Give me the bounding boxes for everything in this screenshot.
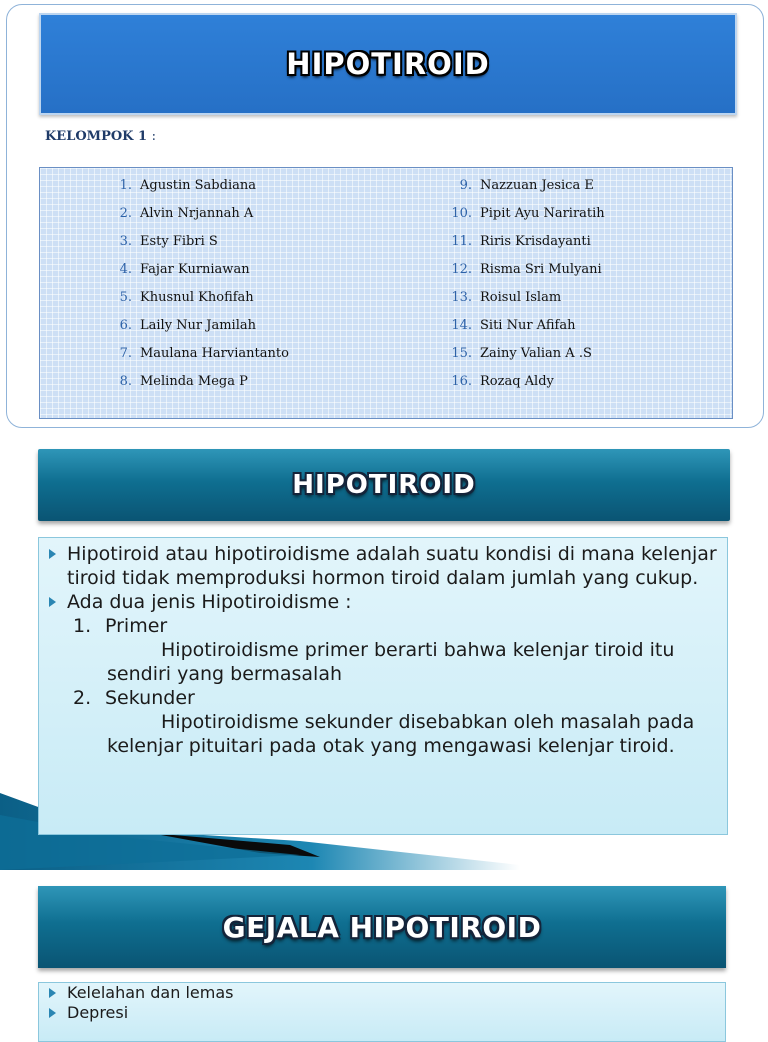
bullet-text: Ada dua jenis Hipotiroidisme :: [67, 591, 352, 613]
member-item: [98, 288, 289, 316]
slide-1-title-bar: [39, 13, 737, 115]
member-item: [98, 316, 289, 344]
member-number: 12.: [451, 262, 472, 277]
member-item: [98, 372, 289, 400]
member-item: [98, 344, 289, 372]
member-name: Zainy Valian A .S: [480, 346, 592, 361]
member-item: [98, 260, 289, 288]
bullet-text: Hipotiroid atau hipotiroidisme adalah suatu kondisi di mana kelenjar tiroid tidak memproduksi hormon tiroid dalam jumlah yang cukup.: [67, 543, 717, 589]
numbered-item-sekunder: [49, 686, 717, 710]
member-item: [438, 204, 605, 232]
bullet-item: [49, 542, 717, 590]
member-item: [98, 176, 289, 204]
members-box: [39, 167, 733, 419]
slide-1: [6, 4, 764, 428]
bullet-text: Kelelahan dan lemas: [67, 983, 234, 1002]
slide-3-title: GEJALA HIPOTIROID: [222, 910, 542, 944]
slide-2-content: [38, 537, 728, 835]
member-name: Melinda Mega P: [140, 374, 248, 389]
member-name: Rozaq Aldy: [480, 374, 554, 389]
bullet-item: [49, 590, 717, 614]
group-label-colon: :: [151, 129, 156, 144]
item-label: Sekunder: [105, 687, 195, 709]
member-number: 8.: [119, 374, 132, 389]
member-number: 15.: [451, 346, 472, 361]
member-item: [438, 232, 605, 260]
member-name: Khusnul Khofifah: [140, 290, 254, 305]
member-name: Riris Krisdayanti: [480, 234, 591, 249]
item-description-text: Hipotiroidisme primer berarti bahwa kelenjar tiroid itu sendiri yang bermasalah: [107, 639, 675, 685]
member-name: Fajar Kurniawan: [140, 262, 250, 277]
member-name: Pipit Ayu Nariratih: [480, 206, 605, 221]
member-name: Risma Sri Mulyani: [480, 262, 602, 277]
item-label: Primer: [105, 615, 168, 637]
slide-1-title: HIPOTIROID: [286, 47, 490, 81]
item-description: [49, 710, 717, 758]
member-number: 16.: [451, 374, 472, 389]
bullet-arrow-icon: [49, 549, 56, 559]
member-number: 10.: [451, 206, 472, 221]
member-item: [438, 372, 605, 400]
bullet-item: [49, 1003, 715, 1023]
slide-3-content: [38, 982, 726, 1042]
bullet-arrow-icon: [49, 1008, 56, 1018]
member-item: [438, 176, 605, 204]
members-list-right: [438, 176, 605, 400]
bullet-item: [49, 983, 715, 1003]
bullet-arrow-icon: [49, 597, 56, 607]
item-number: 1.: [73, 615, 92, 637]
slide-2-title-bar: [38, 449, 730, 521]
member-number: 13.: [451, 290, 472, 305]
member-number: 2.: [119, 206, 132, 221]
item-number: 2.: [73, 687, 92, 709]
members-list-left: [98, 176, 289, 400]
slide-3-title-bar: [38, 886, 726, 968]
member-item: [438, 344, 605, 372]
member-number: 14.: [451, 318, 472, 333]
member-name: Siti Nur Afifah: [480, 318, 576, 333]
member-item: [438, 316, 605, 344]
member-number: 7.: [119, 346, 132, 361]
member-name: Laily Nur Jamilah: [140, 318, 256, 333]
member-name: Roisul Islam: [480, 290, 562, 305]
member-item: [438, 288, 605, 316]
slide-2-title: HIPOTIROID: [292, 470, 476, 500]
item-description-text: Hipotiroidisme sekunder disebabkan oleh masalah pada kelenjar pituitari pada otak yang mengawasi kelenjar tiroid.: [107, 711, 695, 757]
group-label-text: KELOMPOK 1: [45, 129, 148, 144]
member-number: 11.: [451, 234, 472, 249]
member-name: Agustin Sabdiana: [140, 178, 256, 193]
member-number: 6.: [119, 318, 132, 333]
member-name: Alvin Nrjannah A: [140, 206, 254, 221]
member-number: 3.: [119, 234, 132, 249]
member-number: 9.: [459, 178, 472, 193]
member-name: Maulana Harviantanto: [140, 346, 289, 361]
member-item: [98, 204, 289, 232]
bullet-arrow-icon: [49, 988, 56, 998]
member-name: Nazzuan Jesica E: [480, 178, 594, 193]
member-name: Esty Fibri S: [140, 234, 218, 249]
numbered-item-primer: [49, 614, 717, 638]
item-description: [49, 638, 717, 686]
member-item: [98, 232, 289, 260]
member-number: 4.: [119, 262, 132, 277]
bullet-text: Depresi: [67, 1003, 129, 1022]
member-number: 5.: [119, 290, 132, 305]
member-number: 1.: [119, 178, 132, 193]
group-label: [45, 129, 156, 144]
member-item: [438, 260, 605, 288]
